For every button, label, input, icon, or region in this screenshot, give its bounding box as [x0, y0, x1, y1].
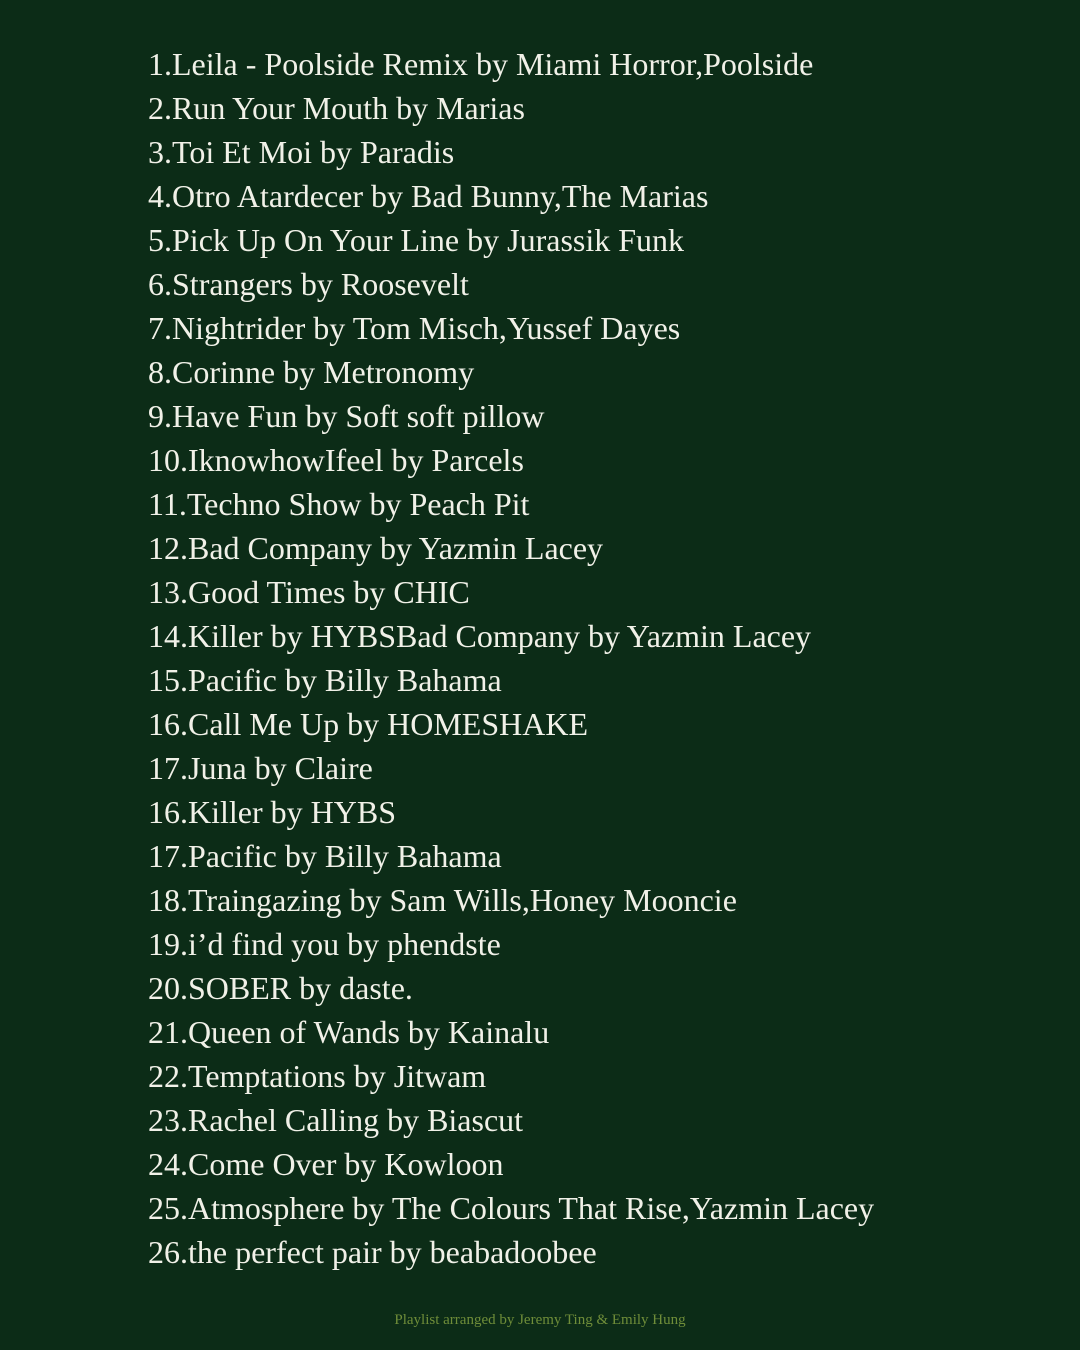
- track-item: 12.Bad Company by Yazmin Lacey: [148, 530, 604, 566]
- track-item: 9.Have Fun by Soft soft pillow: [148, 398, 545, 434]
- track-item: 17.Pacific by Billy Bahama: [148, 838, 502, 874]
- track-item: 1.Leila - Poolside Remix by Miami Horror,Poolside: [148, 46, 814, 82]
- track-item: 20.SOBER by daste.: [148, 970, 413, 1006]
- track-item: 22.Temptations by Jitwam: [148, 1058, 487, 1094]
- track-item: 3.Toi Et Moi by Paradis: [148, 134, 455, 170]
- track-item: 18.Traingazing by Sam Wills,Honey Mooncie: [148, 882, 737, 918]
- track-item: 21.Queen of Wands by Kainalu: [148, 1014, 550, 1050]
- track-item: 10.IknowhowIfeel by Parcels: [148, 442, 524, 478]
- track-item: 26.the perfect pair by beabadoobee: [148, 1234, 597, 1270]
- track-item: 8.Corinne by Metronomy: [148, 354, 475, 390]
- track-item: 24.Come Over by Kowloon: [148, 1146, 504, 1182]
- track-item: 11.Techno Show by Peach Pit: [148, 486, 530, 522]
- track-item: 23.Rachel Calling by Biascut: [148, 1102, 524, 1138]
- playlist: [148, 42, 1048, 1274]
- track-item: 16.Call Me Up by HOMESHAKE: [148, 706, 588, 742]
- track-item: 14.Killer by HYBSBad Company by Yazmin Lacey: [148, 618, 812, 654]
- track-item: 6.Strangers by Roosevelt: [148, 266, 469, 302]
- track-item: 13.Good Times by CHIC: [148, 574, 470, 610]
- track-item: 15.Pacific by Billy Bahama: [148, 662, 502, 698]
- playlist-credit: Playlist arranged by Jeremy Ting & Emily Hung: [394, 1312, 686, 1328]
- track-item: 4.Otro Atardecer by Bad Bunny,The Marias: [148, 178, 709, 214]
- track-item: 7.Nightrider by Tom Misch,Yussef Dayes: [148, 310, 681, 346]
- track-item: 25.Atmosphere by The Colours That Rise,Yazmin Lacey: [148, 1190, 875, 1226]
- track-item: 5.Pick Up On Your Line by Jurassik Funk: [148, 222, 685, 258]
- track-item: 16.Killer by HYBS: [148, 794, 396, 830]
- track-item: 17.Juna by Claire: [148, 750, 373, 786]
- track-item: 19.i’d find you by phendste: [148, 926, 501, 962]
- track-item: 2.Run Your Mouth by Marias: [148, 90, 525, 126]
